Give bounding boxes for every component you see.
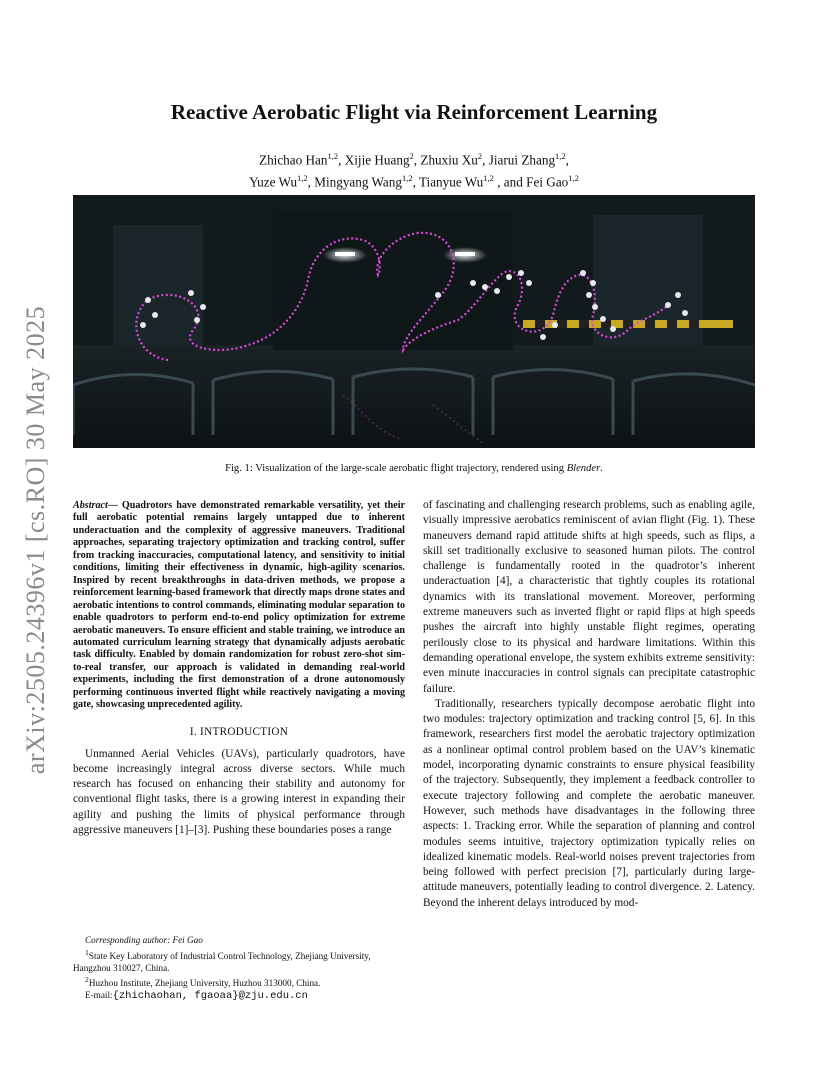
- contact-email: [73, 990, 405, 1003]
- caption-software: Blender: [566, 463, 601, 474]
- author-affiliation-marker: 1,2: [568, 173, 579, 184]
- author-affiliation-marker: 1,2: [327, 151, 339, 161]
- author-name: Xijie Huang: [344, 152, 410, 168]
- abstract-text: Quadrotors have demonstrated remarkable versatility, yet their full aerobatic potential remains largely untapped due to inherent underactuation and the complexity of aggressive maneuvers. Traditional approaches, separating trajectory optimization and tracking control, suffer from tracking inaccuracies, computational latency, and sensitivity to initial conditions, limiting their effectiveness in dynamic, high-agility scenarios. Inspired by recent breakthroughs in data-driven methods, we propose a reinforcement learning-based framework that directly maps drone states and aerobatic intentions to control commands, eliminating modular separation to enable quadrotors to perform end-to-end policy optimization for extreme aerobatic maneuvers. To ensure efficient and stable training, we introduce an automated curriculum learning strategy that dynamically adjusts aerobatic task difficulty. Enabled by domain randomization for robust zero-shot sim-to-real transfer, our approach is validated in demanding real-world experiments, including the first demonstration of a drone autonomously performing continuous inverted flight while reactively navigating a moving gate, showcasing unprecedented agility.: [73, 500, 405, 711]
- abstract-dash: —: [107, 500, 122, 511]
- author-affiliation-marker: 1,2: [555, 151, 566, 161]
- author-separator: ,: [482, 152, 489, 168]
- author-line-1: [0, 147, 828, 169]
- author-affiliation-marker: 2: [477, 151, 483, 161]
- footnote-2-text: Huzhou Institute, Zhejiang University, Huzhou 313000, China.: [88, 978, 321, 989]
- footnote-1-text: State Key Laboratory of Industrial Control Technology, Zhejiang University, Hangzhou 310027, China.: [73, 950, 371, 973]
- footnote-1-marker: 1: [85, 947, 89, 957]
- corresponding-author: Corresponding author: Fei Gao: [85, 935, 203, 945]
- author-name: Fei Gao: [526, 174, 569, 190]
- author-separator: ,: [307, 174, 315, 190]
- author-affiliation-marker: 1,2: [483, 173, 494, 184]
- author-list: [0, 147, 828, 192]
- section-heading-introduction: I. INTRODUCTION: [189, 725, 289, 738]
- caption-text: Fig. 1: Visualization of the large-scale aerobatic flight trajectory, rendered using: [225, 463, 567, 474]
- author-affiliation-marker: 1,2: [401, 173, 413, 184]
- right-column: [423, 498, 755, 911]
- email-label: E-mail:: [85, 990, 113, 1001]
- author-separator: ,: [338, 152, 345, 168]
- email-address[interactable]: {zhichaohan, fgaoaa}@zju.edu.cn: [112, 990, 308, 1003]
- footnote-2-marker: 2: [85, 975, 89, 985]
- author-line-2: [0, 169, 828, 191]
- figure-1-caption: [73, 463, 755, 474]
- intro-paragraph-2: Traditionally, researchers typically decompose aerobatic flight into two modules: trajectory optimization and tracking control [5, 6]. In this framework, researchers first model the aerobatic trajectory optimization as a nonlinear optimal control problem based on the UAV’s kinematic model, incorporating dynamic constraints to ensure physical feasibility of the trajectory. Subsequently, they implement a feedback controller to execute trajectory following and complete the aerobatic maneuver. However, such methods have disadvantages in the following three aspects: 1. Tracking error. While the separation of planning and control modules seems intuitive, trajectory optimization typically relies on idealized kinematic models. Real-world noises prevent trajectories from being followed with perfect precision [7], particularly during large-attitude maneuvers, potentially leading to control divergence. 2. Latency. Beyond the inherent delays introduced by mod-: [423, 697, 755, 909]
- left-column: [73, 500, 405, 838]
- abstract: [73, 500, 405, 712]
- author-affiliation-marker: 2: [409, 151, 414, 161]
- abstract-label: Abstract: [73, 500, 108, 511]
- footnote-affiliation-1: [73, 947, 405, 975]
- author-separator: , and: [493, 174, 527, 190]
- author-separator: ,: [412, 174, 419, 190]
- author-name: Zhuxiu Xu: [420, 152, 478, 168]
- author-name: Yuze Wu: [249, 174, 298, 190]
- aerobatic-trajectory-image: [73, 195, 755, 448]
- author-separator: ,: [413, 152, 421, 168]
- paper-title: Reactive Aerobatic Flight via Reinforcement Learning: [170, 100, 658, 124]
- author-affiliation-marker: 1,2: [297, 173, 308, 184]
- author-separator: ,: [565, 152, 569, 168]
- figure-1-render: [73, 195, 755, 448]
- footnote-affiliation-2: [73, 974, 405, 990]
- caption-end: .: [600, 463, 603, 474]
- author-name: Zhichao Han: [259, 152, 328, 168]
- author-name: Jiarui Zhang: [488, 152, 556, 168]
- intro-paragraph-1: Unmanned Aerial Vehicles (UAVs), particularly quadrotors, have become increasingly integral across diverse sectors. While much research has focused on enhancing their stability and autonomy for conventional flight tasks, there is a growing interest in expanding their agility and pushing the limits of physical performance through aggressive maneuvers [1]–[3]. Pushing these boundaries poses a range: [73, 748, 405, 836]
- arxiv-identifier: arXiv:2505.24396v1 [cs.RO] 30 May 2025: [21, 305, 50, 775]
- intro-paragraph-continued: of fascinating and challenging research problems, such as enabling agile, visually impressive aerobatics reminiscent of avian flight (Fig. 1). These maneuvers demand rapid attitude shifts at high speeds, such as flips, a skill set traditionally exclusive to seasoned human pilots. The control challenge is fundamentally rooted in the quadrotor’s inherent underactuation [4], a characteristic that tightly couples its rotational dynamics with its translational movement. Moreover, performing extreme maneuvers such as inverted flight or rapid flips at high speeds pushes the aircraft into highly unstable flight regimes, operating perilously close to its physical and hardware limitations. Within this demanding operational envelope, the system exhibits extreme sensitivity: even minute inaccuracies in control signals can precipitate catastrophic failure.: [423, 499, 755, 695]
- footnotes: [73, 935, 405, 1003]
- author-name: Tianyue Wu: [418, 174, 484, 190]
- author-name: Mingyang Wang: [314, 174, 402, 190]
